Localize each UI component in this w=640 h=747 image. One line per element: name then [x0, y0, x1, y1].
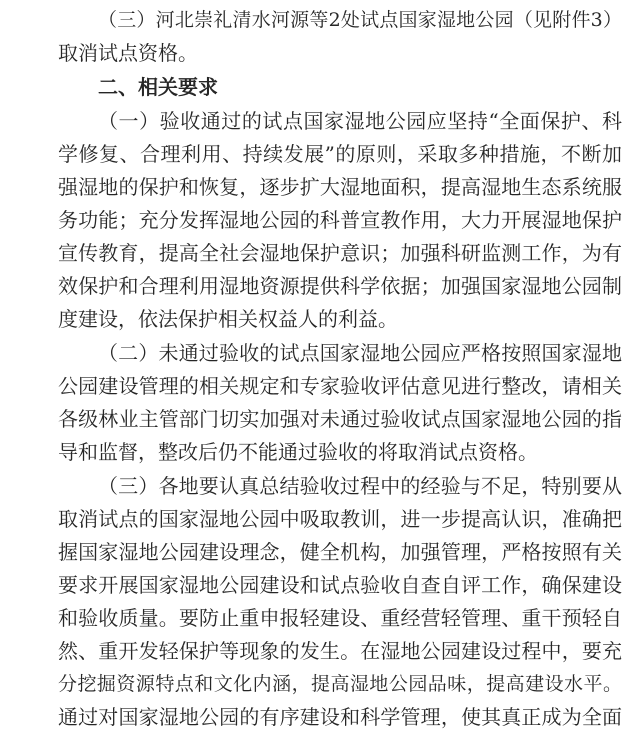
body-text-line: （三）河北崇礼清水河源等2处试点国家湿地公园（见附件3） — [98, 9, 622, 31]
body-text-line: 然、重开发轻保护等现象的发生。在湿地公园建设过程中，要充 — [58, 639, 622, 663]
body-text-line: 取消试点的国家湿地公园中吸取教训，进一步提高认识，准确把 — [58, 507, 622, 531]
body-text-line: （一）验收通过的试点国家湿地公园应坚持“全面保护、科 — [98, 109, 622, 133]
body-text-line: 宣传教育，提高全社会湿地保护意识；加强科研监测工作，为有 — [58, 241, 622, 265]
body-text-line: 和验收质量。要防止重申报轻建设、重经营轻管理、重干预轻自 — [58, 606, 622, 630]
body-text-line: 各级林业主管部门切实加强对未通过验收试点国家湿地公园的指 — [58, 407, 622, 431]
body-text-line: 学修复、合理利用、持续发展”的原则，采取多种措施，不断加 — [58, 142, 622, 166]
body-text-line: 效保护和合理利用湿地资源提供科学依据；加强国家湿地公园制 — [58, 274, 622, 298]
body-text-line: 取消试点资格。 — [58, 41, 198, 65]
body-text-line: 公园建设管理的相关规定和专家验收评估意见进行整改，请相关 — [58, 374, 622, 398]
body-text-line: 务功能；充分发挥湿地公园的科普宣教作用，大力开展湿地保护 — [58, 208, 622, 232]
body-text-line: 强湿地的保护和恢复，逐步扩大湿地面积，提高湿地生态系统服 — [58, 175, 622, 199]
body-text-line: 分挖掘资源特点和文化内涵，提高湿地公园品味，提高建设水平。 — [58, 673, 622, 695]
section-heading: 二、相关要求 — [98, 75, 218, 99]
body-text-line: 通过对国家湿地公园的有序建设和科学管理，使其真正成为全面 — [58, 705, 622, 729]
body-text-line: 导和监督，整改后仍不能通过验收的将取消试点资格。 — [58, 440, 538, 464]
body-text-line: 握国家湿地公园建设理念，健全机构，加强管理，严格按照有关 — [58, 540, 622, 564]
body-text-line: （三）各地要认真总结验收过程中的经验与不足，特别要从 — [98, 474, 622, 498]
body-text-line: 度建设，依法保护相关权益人的利益。 — [58, 307, 398, 331]
body-text-line: 要求开展国家湿地公园建设和试点验收自查自评工作，确保建设 — [58, 573, 622, 597]
body-text-line: （二）未通过验收的试点国家湿地公园应严格按照国家湿地 — [98, 341, 622, 365]
